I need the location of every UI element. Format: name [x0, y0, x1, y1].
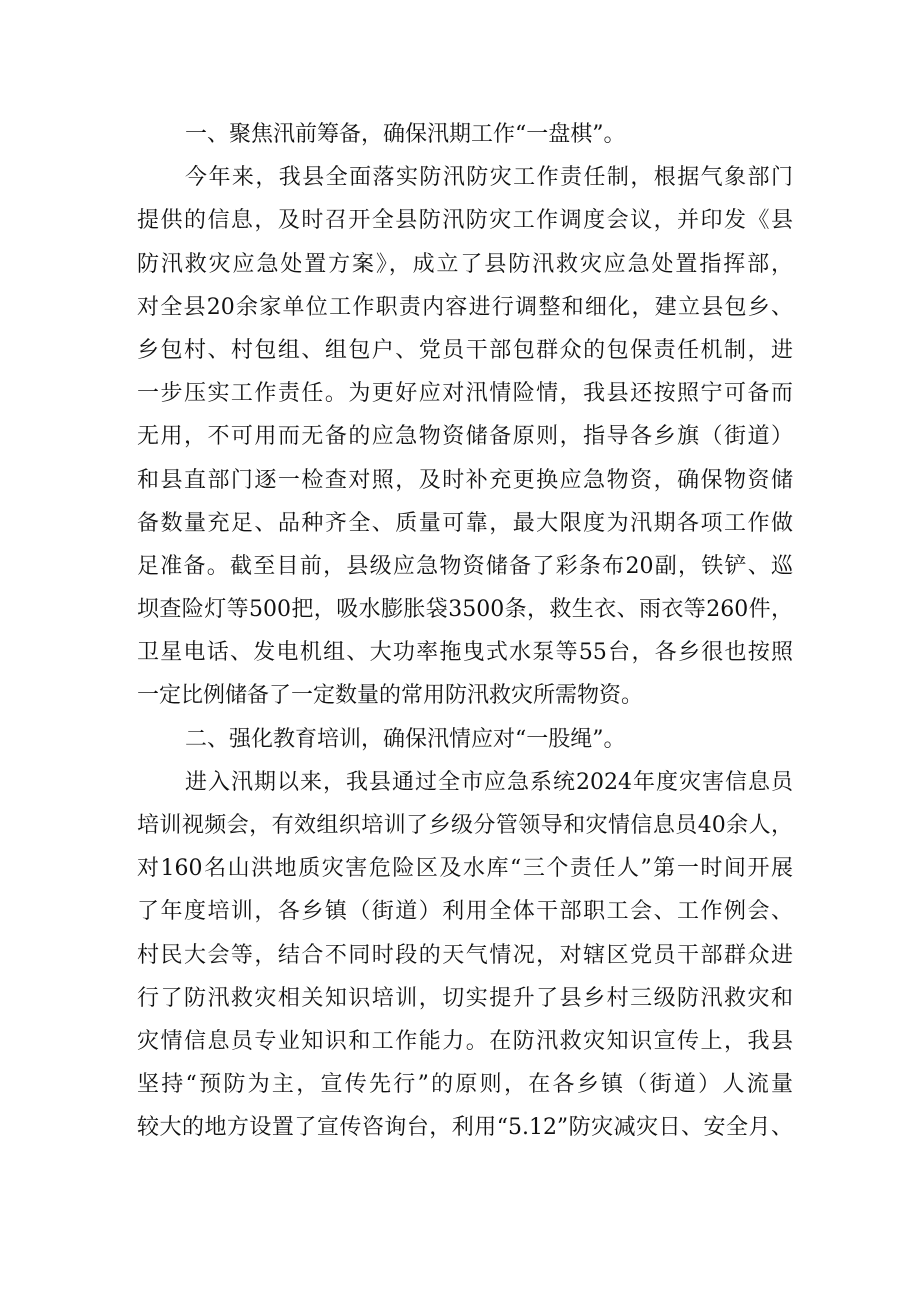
- paragraph-2-line-5: 村民大会等，结合不同时段的天气情况，对辖区党员干部群众进: [137, 942, 793, 968]
- paragraph-1-line-9: 备数量充足、品种齐全、质量可靠，最大限度为汛期各项工作做: [137, 510, 793, 536]
- document-body: [137, 113, 793, 1150]
- paragraph-1-line-4: 对全县20余家单位工作职责内容进行调整和细化，建立县包乡、: [137, 294, 793, 320]
- paragraph-2-line-8: 坚持“预防为主，宣传先行”的原则，在各乡镇（街道）人流量: [137, 1072, 793, 1098]
- paragraph-2-line-1: 进入汛期以来，我县通过全市应急系统2024年度灾害信息员: [185, 769, 793, 795]
- paragraph-2-line-2: 培训视频会，有效组织培训了乡级分管领导和灾情信息员40余人，: [137, 813, 793, 838]
- paragraph-1-line-1: 今年来，我县全面落实防汛防灾工作责任制，根据气象部门: [185, 165, 793, 191]
- paragraph-1-line-11: 坝查险灯等500把，吸水膨胀袋3500条，救生衣、雨衣等260件，: [137, 597, 793, 623]
- paragraph-2-line-9: 较大的地方设置了宣传咨询台，利用“5.12”防灾减灾日、安全月、: [137, 1115, 793, 1141]
- paragraph-1-line-13: 一定比例储备了一定数量的常用防汛救灾所需物资。: [137, 683, 644, 709]
- paragraph-1-line-6: 一步压实工作责任。为更好应对汛情险情，我县还按照宁可备而: [137, 381, 793, 407]
- paragraph-2-line-6: 行了防汛救灾相关知识培训，切实提升了县乡村三级防汛救灾和: [137, 985, 793, 1011]
- section-heading-1: 一、聚焦汛前筹备，确保汛期工作“一盘棋”。: [185, 122, 626, 147]
- paragraph-2-line-3: 对160名山洪地质灾害危险区及水库“三个责任人”第一时间开展: [137, 856, 793, 882]
- paragraph-1-line-10: 足准备。截至目前，县级应急物资储备了彩条布20副，铁铲、巡: [137, 553, 793, 579]
- paragraph-2-line-4: 了年度培训，各乡镇（街道）利用全体干部职工会、工作例会、: [137, 899, 793, 925]
- paragraph-1-line-2: 提供的信息，及时召开全县防汛防灾工作调度会议，并印发《县: [137, 208, 793, 234]
- paragraph-1-line-7: 无用，不可用而无备的应急物资储备原则，指导各乡旗（街道）: [137, 424, 793, 450]
- paragraph-1-line-3: 防汛救灾应急处置方案》，成立了县防汛救灾应急处置指挥部，: [137, 251, 793, 277]
- paragraph-1-line-8: 和县直部门逐一检查对照，及时补充更换应急物资，确保物资储: [137, 467, 793, 493]
- paragraph-2-line-7: 灾情信息员专业知识和工作能力。在防汛救灾知识宣传上，我县: [137, 1028, 793, 1054]
- paragraph-1-line-5: 乡包村、村包组、组包户、党员干部包群众的包保责任机制，进: [137, 337, 793, 363]
- section-heading-2: 二、强化教育培训，确保汛情应对“一股绳”。: [185, 726, 626, 752]
- paragraph-1-line-12: 卫星电话、发电机组、大功率拖曳式水泵等55台，各乡很也按照: [137, 640, 793, 666]
